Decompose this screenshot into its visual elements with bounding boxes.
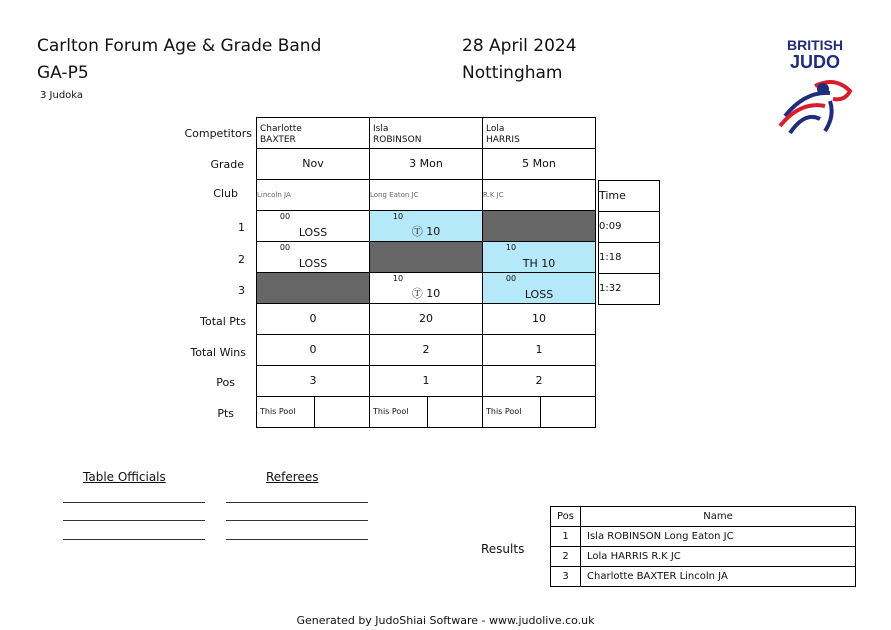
club-cell: R.K JC (483, 180, 596, 211)
competitor-first-name: Charlotte (260, 123, 302, 134)
pos-cell: 3 (257, 366, 370, 397)
score-code: 00 (279, 212, 291, 221)
score-code: 10 (392, 212, 404, 221)
results-label: Results (481, 542, 525, 556)
score-result: LOSS (298, 226, 328, 239)
time-column (598, 180, 660, 305)
score-code: 00 (279, 243, 291, 252)
match-time: 1:32 (599, 274, 660, 305)
competitor-last-name: BAXTER (260, 134, 296, 145)
label-total-wins: Total Wins (190, 346, 246, 359)
match-cell-blocked (257, 273, 370, 304)
competitor-2 (370, 118, 483, 149)
score-result: LOSS (298, 257, 328, 270)
pts-this-pool: This Pool (483, 397, 541, 427)
match-row-2 (257, 242, 596, 273)
score-code: 00 (505, 274, 517, 283)
signature-line (63, 502, 205, 503)
pts-cell (483, 397, 596, 428)
results-row (551, 527, 856, 547)
signature-line (226, 520, 368, 521)
match-cell-win (370, 211, 483, 242)
signature-line (226, 502, 368, 503)
competitor-1 (257, 118, 370, 149)
label-row-1: 1 (238, 221, 245, 234)
grade-cell: Nov (257, 149, 370, 180)
label-row-2: 2 (238, 253, 245, 266)
pts-this-pool: This Pool (257, 397, 315, 427)
label-pos: Pos (216, 376, 235, 389)
time-header: Time (599, 181, 660, 212)
match-cell-win (483, 242, 596, 273)
total-wins-cell: 2 (370, 335, 483, 366)
match-cell-blocked (370, 242, 483, 273)
pts-cell (257, 397, 370, 428)
results-col-pos: Pos (551, 507, 581, 527)
result-pos: 3 (551, 567, 581, 587)
total-wins-cell: 0 (257, 335, 370, 366)
result-name: Lola HARRIS R.K JC (581, 547, 856, 567)
total-pts-cell: 20 (370, 304, 483, 335)
score-result: LOSS (524, 288, 554, 301)
total-wins-row (257, 335, 596, 366)
total-pts-cell: 0 (257, 304, 370, 335)
pos-cell: 1 (370, 366, 483, 397)
result-name: Charlotte BAXTER Lincoln JA (581, 567, 856, 587)
judoka-count: 3 Judoka (40, 90, 84, 101)
logo-text-judo: JUDO (789, 52, 840, 72)
event-venue: Nottingham (462, 63, 563, 83)
logo-text-british: BRITISH (787, 37, 843, 53)
match-row-1 (257, 211, 596, 242)
club-cell: Long Eaton JC (370, 180, 483, 211)
results-table (550, 506, 856, 587)
result-pos: 1 (551, 527, 581, 547)
label-club: Club (213, 187, 238, 200)
score-result: TH 10 (522, 257, 556, 270)
pos-row (257, 366, 596, 397)
judo-figure-icon (775, 71, 855, 141)
club-row (257, 180, 596, 211)
score-result: Ⓣ 10 (411, 225, 441, 238)
pts-value (541, 397, 595, 427)
result-pos: 2 (551, 547, 581, 567)
pts-value (315, 397, 369, 427)
match-cell-blocked (483, 211, 596, 242)
competitor-last-name: HARRIS (486, 134, 520, 145)
pts-row (257, 397, 596, 428)
event-title: Carlton Forum Age & Grade Band (37, 36, 322, 56)
signature-line (226, 539, 368, 540)
pool-grid (256, 117, 596, 428)
match-cell (257, 211, 370, 242)
total-wins-cell: 1 (483, 335, 596, 366)
match-time: 0:09 (599, 212, 660, 243)
signature-line (63, 539, 205, 540)
total-pts-row (257, 304, 596, 335)
competitor-last-name: ROBINSON (373, 134, 422, 145)
event-date: 28 April 2024 (462, 36, 577, 56)
match-cell (370, 273, 483, 304)
label-grade: Grade (210, 158, 244, 171)
results-row (551, 547, 856, 567)
match-cell-win (483, 273, 596, 304)
competitor-first-name: Isla (373, 123, 389, 134)
results-row (551, 567, 856, 587)
label-row-3: 3 (238, 284, 245, 297)
match-cell (257, 242, 370, 273)
pts-cell (370, 397, 483, 428)
result-name: Isla ROBINSON Long Eaton JC (581, 527, 856, 547)
pos-cell: 2 (483, 366, 596, 397)
results-col-name: Name (581, 507, 856, 527)
signature-line (63, 520, 205, 521)
match-time: 1:18 (599, 243, 660, 274)
competitor-3 (483, 118, 596, 149)
label-pts: Pts (217, 407, 234, 420)
label-competitors: Competitors (184, 127, 252, 140)
pool-name: GA-P5 (37, 63, 89, 83)
score-code: 10 (392, 274, 404, 283)
results-header-row (551, 507, 856, 527)
pts-this-pool: This Pool (370, 397, 428, 427)
competitor-first-name: Lola (486, 123, 505, 134)
club-cell: Lincoln JA (257, 180, 370, 211)
grade-row (257, 149, 596, 180)
table-officials-heading: Table Officials (83, 470, 166, 484)
total-pts-cell: 10 (483, 304, 596, 335)
grade-cell: 5 Mon (483, 149, 596, 180)
pts-value (428, 397, 482, 427)
match-row-3 (257, 273, 596, 304)
score-code: 10 (505, 243, 517, 252)
score-result: Ⓣ 10 (411, 287, 441, 300)
footer-text: Generated by JudoShiai Software - www.judolive.co.uk (296, 614, 595, 627)
british-judo-logo (775, 38, 855, 148)
grade-cell: 3 Mon (370, 149, 483, 180)
label-total-pts: Total Pts (200, 315, 246, 328)
referees-heading: Referees (266, 470, 319, 484)
competitors-row (257, 118, 596, 149)
